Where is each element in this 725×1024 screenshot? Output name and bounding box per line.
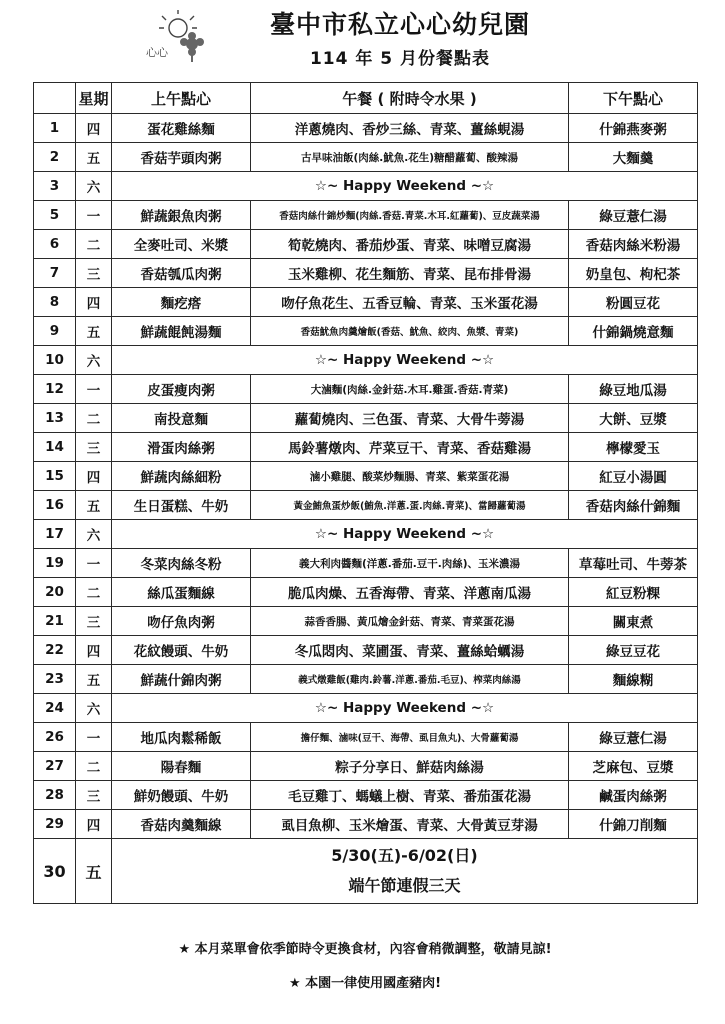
weekday-cell: 五	[76, 665, 112, 694]
table-row	[34, 491, 698, 520]
table-row	[34, 404, 698, 433]
weekend-cell: ☆~ Happy Weekend ~☆	[112, 520, 698, 549]
am-snack-cell: 蛋花雞絲麵	[112, 114, 251, 143]
table-row	[34, 462, 698, 491]
col-header-weekday: 星期	[76, 83, 112, 114]
am-snack-cell: 吻仔魚肉粥	[112, 607, 251, 636]
table-row	[34, 781, 698, 810]
date-cell: 8	[34, 288, 76, 317]
weekend-cell: ☆~ Happy Weekend ~☆	[112, 172, 698, 201]
lunch-cell: 香菇魷魚肉羹燴飯(香菇、魷魚、絞肉、魚漿、青菜)	[251, 317, 569, 346]
table-row	[34, 810, 698, 839]
pm-snack-cell: 紅豆小湯圓	[569, 462, 698, 491]
am-snack-cell: 鮮蔬餛飩湯麵	[112, 317, 251, 346]
table-row	[34, 201, 698, 230]
page-subtitle: 114 年 5 月份餐點表	[309, 49, 491, 69]
weekday-cell: 一	[76, 375, 112, 404]
table-row	[34, 259, 698, 288]
weekend-row	[34, 172, 698, 201]
weekday-cell: 一	[76, 723, 112, 752]
weekday-cell: 三	[76, 259, 112, 288]
holiday-cell	[112, 839, 698, 904]
pm-snack-cell: 芝麻包、豆漿	[569, 752, 698, 781]
lunch-cell: 吻仔魚花生、五香豆輪、青菜、玉米蛋花湯	[251, 288, 569, 317]
date-cell: 3	[34, 172, 76, 201]
table-row	[34, 752, 698, 781]
pm-snack-cell: 什錦燕麥粥	[569, 114, 698, 143]
flower-icon	[180, 32, 204, 62]
weekend-row	[34, 346, 698, 375]
logo-text: 心心	[146, 46, 168, 59]
date-cell: 7	[34, 259, 76, 288]
weekday-cell: 六	[76, 520, 112, 549]
lunch-cell: 洋蔥燒肉、香炒三絲、青菜、薑絲蜆湯	[251, 114, 569, 143]
lunch-cell: 馬鈴薯燉肉、芹菜豆干、青菜、香菇雞湯	[251, 433, 569, 462]
table-row	[34, 549, 698, 578]
col-header-am-snack: 上午點心	[112, 83, 251, 114]
lunch-cell: 筍乾燒肉、番茄炒蛋、青菜、味噌豆腐湯	[251, 230, 569, 259]
date-cell: 5	[34, 201, 76, 230]
col-header-date	[34, 83, 76, 114]
pm-snack-cell: 什錦刀削麵	[569, 810, 698, 839]
date-cell: 27	[34, 752, 76, 781]
pm-snack-cell: 大麵羹	[569, 143, 698, 172]
lunch-cell: 義大利肉醬麵(洋蔥.番茄.豆干.肉絲)、玉米濃湯	[251, 549, 569, 578]
lunch-cell: 冬瓜悶肉、菜圃蛋、青菜、薑絲蛤蠣湯	[251, 636, 569, 665]
weekday-cell: 二	[76, 578, 112, 607]
table-row	[34, 317, 698, 346]
table-row	[34, 723, 698, 752]
col-header-lunch: 午餐 ( 附時令水果 )	[251, 83, 569, 114]
holiday-name: 端午節連假三天	[348, 876, 461, 895]
table-row	[34, 375, 698, 404]
am-snack-cell: 地瓜肉鬆稀飯	[112, 723, 251, 752]
pm-snack-cell: 鹹蛋肉絲粥	[569, 781, 698, 810]
am-snack-cell: 香菇肉羹麵線	[112, 810, 251, 839]
date-cell: 23	[34, 665, 76, 694]
lunch-cell: 義式燉雞飯(雞肉.鈴薯.洋蔥.番茄.毛豆)、榨菜肉絲湯	[251, 665, 569, 694]
table-row	[34, 433, 698, 462]
menu-body	[34, 114, 698, 904]
pm-snack-cell: 什錦鍋燒意麵	[569, 317, 698, 346]
date-cell: 20	[34, 578, 76, 607]
weekday-cell: 三	[76, 433, 112, 462]
weekday-cell: 五	[76, 317, 112, 346]
date-cell: 13	[34, 404, 76, 433]
date-cell: 1	[34, 114, 76, 143]
pm-snack-cell: 綠豆豆花	[569, 636, 698, 665]
pm-snack-cell: 奶皇包、枸杞茶	[569, 259, 698, 288]
weekday-cell: 六	[76, 346, 112, 375]
date-cell: 30	[34, 839, 76, 904]
weekday-cell: 二	[76, 230, 112, 259]
pm-snack-cell: 關東煮	[569, 607, 698, 636]
pm-snack-cell: 麵線糊	[569, 665, 698, 694]
am-snack-cell: 鮮蔬什錦肉粥	[112, 665, 251, 694]
table-row	[34, 114, 698, 143]
lunch-cell: 大滷麵(肉絲.金針菇.木耳.雞蛋.香菇.青菜)	[251, 375, 569, 404]
weekend-cell: ☆~ Happy Weekend ~☆	[112, 694, 698, 723]
am-snack-cell: 皮蛋瘦肉粥	[112, 375, 251, 404]
pm-snack-cell: 草莓吐司、牛蒡茶	[569, 549, 698, 578]
weekday-cell: 五	[76, 839, 112, 904]
date-cell: 29	[34, 810, 76, 839]
am-snack-cell: 南投意麵	[112, 404, 251, 433]
pm-snack-cell: 紅豆粉粿	[569, 578, 698, 607]
date-cell: 26	[34, 723, 76, 752]
am-snack-cell: 絲瓜蛋麵線	[112, 578, 251, 607]
pm-snack-cell: 綠豆薏仁湯	[569, 201, 698, 230]
date-cell: 28	[34, 781, 76, 810]
weekday-cell: 四	[76, 810, 112, 839]
am-snack-cell: 香菇瓠瓜肉粥	[112, 259, 251, 288]
am-snack-cell: 花紋饅頭、牛奶	[112, 636, 251, 665]
weekday-cell: 五	[76, 143, 112, 172]
am-snack-cell: 香菇芋頭肉粥	[112, 143, 251, 172]
pm-snack-cell: 香菇肉絲米粉湯	[569, 230, 698, 259]
date-cell: 9	[34, 317, 76, 346]
am-snack-cell: 鮮蔬肉絲細粉	[112, 462, 251, 491]
am-snack-cell: 鮮蔬銀魚肉粥	[112, 201, 251, 230]
am-snack-cell: 全麥吐司、米漿	[112, 230, 251, 259]
pm-snack-cell: 檸檬愛玉	[569, 433, 698, 462]
date-cell: 15	[34, 462, 76, 491]
lunch-cell: 擔仔麵、滷味(豆干、海帶、虱目魚丸)、大骨蘿蔔湯	[251, 723, 569, 752]
holiday-row	[34, 839, 698, 904]
lunch-cell: 香菇肉絲什錦炒麵(肉絲.香菇.青菜.木耳.紅蘿蔔)、豆皮蔬菜湯	[251, 201, 569, 230]
date-cell: 16	[34, 491, 76, 520]
weekday-cell: 二	[76, 752, 112, 781]
table-row	[34, 288, 698, 317]
am-snack-cell: 鮮奶饅頭、牛奶	[112, 781, 251, 810]
lunch-cell: 蘿蔔燒肉、三色蛋、青菜、大骨牛蒡湯	[251, 404, 569, 433]
header-row	[34, 83, 698, 114]
col-header-pm-snack: 下午點心	[569, 83, 698, 114]
weekday-cell: 四	[76, 462, 112, 491]
lunch-cell: 虱目魚柳、玉米燴蛋、青菜、大骨黃豆芽湯	[251, 810, 569, 839]
table-row	[34, 665, 698, 694]
am-snack-cell: 生日蛋糕、牛奶	[112, 491, 251, 520]
weekend-row	[34, 520, 698, 549]
am-snack-cell: 陽春麵	[112, 752, 251, 781]
weekday-cell: 四	[76, 288, 112, 317]
weekday-cell: 三	[76, 607, 112, 636]
page-title: 臺中市私立心心幼兒園	[269, 10, 530, 39]
note-pork: ★ 本園一律使用國產豬肉!	[288, 976, 442, 991]
date-cell: 22	[34, 636, 76, 665]
am-snack-cell: 麵疙瘩	[112, 288, 251, 317]
lunch-cell: 古早味油飯(肉絲.魷魚.花生)糖醋蘿蔔、酸辣湯	[251, 143, 569, 172]
weekday-cell: 四	[76, 636, 112, 665]
date-cell: 19	[34, 549, 76, 578]
weekday-cell: 三	[76, 781, 112, 810]
lunch-cell: 黃金鮪魚蛋炒飯(鮪魚.洋蔥.蛋.肉絲.青菜)、當歸蘿蔔湯	[251, 491, 569, 520]
menu-table	[33, 82, 698, 904]
date-cell: 2	[34, 143, 76, 172]
pm-snack-cell: 綠豆地瓜湯	[569, 375, 698, 404]
weekday-cell: 二	[76, 404, 112, 433]
lunch-cell: 粽子分享日、鮮菇肉絲湯	[251, 752, 569, 781]
weekday-cell: 六	[76, 694, 112, 723]
weekday-cell: 一	[76, 549, 112, 578]
weekday-cell: 五	[76, 491, 112, 520]
weekday-cell: 四	[76, 114, 112, 143]
am-snack-cell: 冬菜肉絲冬粉	[112, 549, 251, 578]
holiday-dates: 5/30(五)-6/02(日)	[331, 846, 478, 865]
lunch-cell: 毛豆雞丁、螞蟻上樹、青菜、番茄蛋花湯	[251, 781, 569, 810]
date-cell: 17	[34, 520, 76, 549]
date-cell: 14	[34, 433, 76, 462]
lunch-cell: 滷小雞腿、酸菜炒麵腸、青菜、紫菜蛋花湯	[251, 462, 569, 491]
weekend-cell: ☆~ Happy Weekend ~☆	[112, 346, 698, 375]
table-row	[34, 143, 698, 172]
note-seasonal: ★ 本月菜單會依季節時令更換食材，內容會稍微調整，敬請見諒!	[178, 942, 552, 957]
date-cell: 10	[34, 346, 76, 375]
table-row	[34, 578, 698, 607]
lunch-cell: 玉米雞柳、花生麵筋、青菜、昆布排骨湯	[251, 259, 569, 288]
lunch-cell: 蒜香香腸、黃瓜燴金針菇、青菜、青菜蛋花湯	[251, 607, 569, 636]
weekday-cell: 六	[76, 172, 112, 201]
pm-snack-cell: 大餅、豆漿	[569, 404, 698, 433]
date-cell: 21	[34, 607, 76, 636]
am-snack-cell: 滑蛋肉絲粥	[112, 433, 251, 462]
date-cell: 6	[34, 230, 76, 259]
date-cell: 12	[34, 375, 76, 404]
pm-snack-cell: 香菇肉絲什錦麵	[569, 491, 698, 520]
table-row	[34, 230, 698, 259]
pm-snack-cell: 粉圓豆花	[569, 288, 698, 317]
lunch-cell: 脆瓜肉燥、五香海帶、青菜、洋蔥南瓜湯	[251, 578, 569, 607]
weekday-cell: 一	[76, 201, 112, 230]
weekend-row	[34, 694, 698, 723]
table-row	[34, 607, 698, 636]
pm-snack-cell: 綠豆薏仁湯	[569, 723, 698, 752]
table-row	[34, 636, 698, 665]
school-logo	[140, 8, 220, 68]
date-cell: 24	[34, 694, 76, 723]
